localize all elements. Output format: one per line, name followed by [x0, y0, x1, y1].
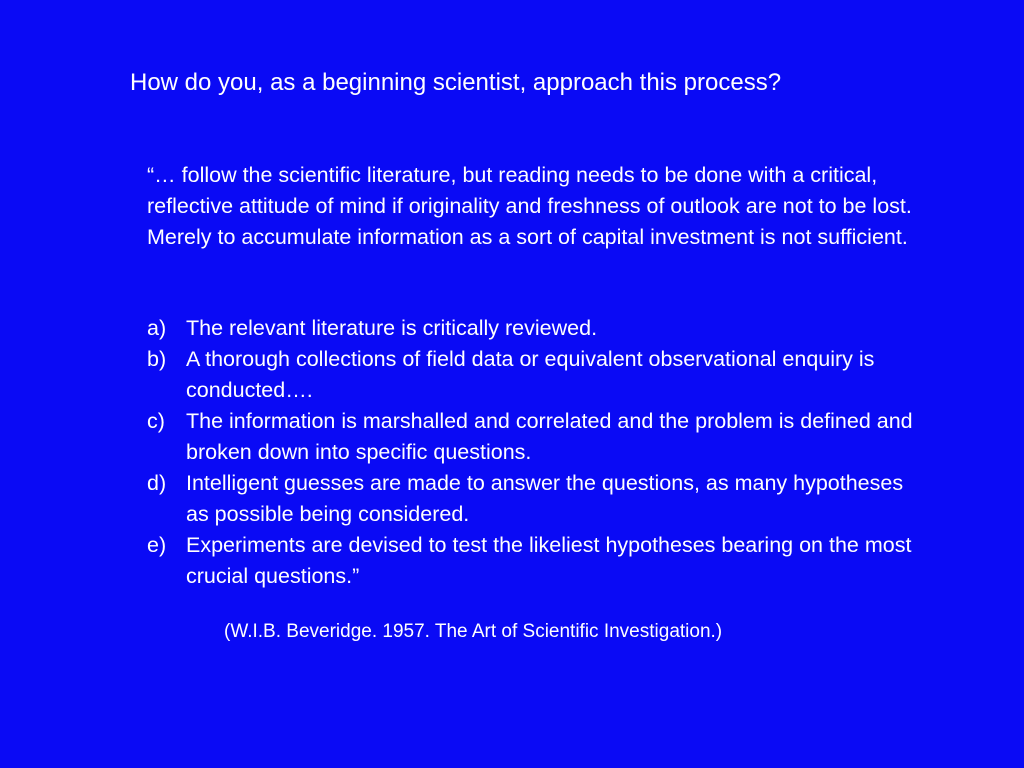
list-item: [147, 344, 927, 406]
quote-text: “… follow the scientific literature, but reading needs to be done with a critical, reflective attitude of mind if originality and freshness of outlook are not to be lost. Merely to accumulate information as a sort of capital investment is not sufficient.: [147, 163, 912, 249]
list-item-text: A thorough collections of field data or equivalent observational enquiry is conducted….: [186, 347, 875, 402]
list-item: [147, 468, 927, 530]
list-item-text: The relevant literature is critically reviewed.: [186, 316, 598, 340]
list-marker: a): [147, 316, 167, 340]
list-marker: d): [147, 471, 167, 495]
list-item-text: Intelligent guesses are made to answer the questions, as many hypotheses as possible being considered.: [186, 471, 904, 526]
slide-title: How do you, as a beginning scientist, approach this process?: [130, 69, 782, 96]
list-item: [147, 530, 927, 592]
quote-block: [147, 160, 927, 253]
list-marker: c): [147, 409, 165, 433]
list-marker: b): [147, 347, 167, 371]
list-item: [147, 406, 927, 468]
citation: (W.I.B. Beveridge. 1957. The Art of Scientific Investigation.): [224, 621, 723, 642]
list-marker: e): [147, 533, 167, 557]
list-item-text: The information is marshalled and correlated and the problem is defined and broken down into specific questions.: [186, 409, 913, 464]
list-item: [147, 313, 927, 344]
steps-list: [147, 313, 927, 592]
list-item-text: Experiments are devised to test the likeliest hypotheses bearing on the most crucial questions.”: [186, 533, 912, 588]
